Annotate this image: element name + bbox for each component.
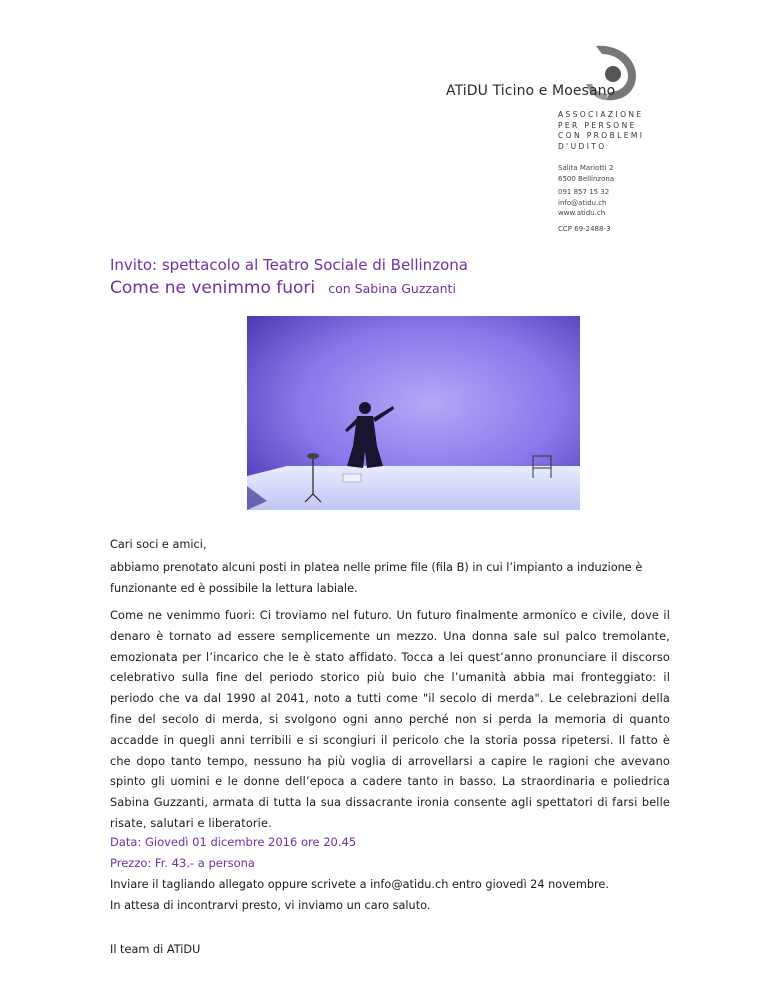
ccp-account xyxy=(558,224,610,235)
ticket-price: Prezzo: Fr. 43.- a persona xyxy=(110,856,255,870)
website: www.atidu.ch xyxy=(558,209,606,217)
show-description: Come ne venimmo fuori: Ci troviamo nel futuro. Un futuro finalmente armonico e civile, dove il denaro è tornato ad essere semplicemente un mezzo. Una donna sale sul palco tremolante, emozionata per l’incarico che le è stato affidato. Tocca a lei quest’anno pronunciare il discorso celebrativo sulla fine del periodo storico più buio che l’umanità abbia mai fronteggiato: il periodo che va dal 1990 al 2041, noto a tutti come "il secolo di merda". Le celebrazioni della fine del secolo di merda, si svolgono ogni anno perché non si perda la memoria di quanto accadde in quegli anni terribili e si scongiuri il pericolo che la storia possa ripetersi. Il fatto è che dopo tanto tempo, nessuno ha più voglia di arrovellarsi a capire le ragioni che avevano spinto gli uomini e le donne dell’epoca a cadere tanto in basso. La straordinaria e poliedrica Sabina Guzzanti, armata di tutta la sua dissacrante ironia consente agli spettatori di farsi belle risate, salutari e liberatorie. xyxy=(110,609,670,830)
address-line: Salita Mariotti 2 xyxy=(558,164,614,172)
ccp-number: CCP 69-2488-3 xyxy=(558,225,611,233)
greeting: Cari soci e amici, xyxy=(110,538,207,551)
address-line: 6500 Bellinzona xyxy=(558,174,615,183)
phone-number: 091 857 15 32 xyxy=(558,188,610,196)
seats-paragraph: abbiamo prenotato alcuni posti in platea nelle prime file (fila B) in cui l’impianto a induzione è funzionante ed è possibile la lettura labiale. xyxy=(110,561,643,595)
booking-instructions: Inviare il tagliando allegato oppure scrivete a info@atidu.ch entro giovedì 24 novembre. xyxy=(110,878,609,891)
stage-photo xyxy=(247,316,580,510)
postal-address xyxy=(558,163,614,184)
show-name: Come ne venimmo fuori xyxy=(110,278,316,298)
show-performer: con Sabina Guzzanti xyxy=(328,281,456,296)
tagline-line: ASSOCIAZIONE xyxy=(558,110,644,119)
contact-info xyxy=(558,187,609,219)
tagline-line: D'UDITO xyxy=(558,141,607,151)
invitation-title: Invito: spettacolo al Teatro Sociale di Bellinzona xyxy=(110,256,468,274)
tagline-line: PER PERSONE xyxy=(558,120,637,130)
signature: Il team di ATiDU xyxy=(110,943,201,956)
event-date: Data: Giovedì 01 dicembre 2016 ore 20.45 xyxy=(110,835,357,849)
email-address: info@atidu.ch xyxy=(558,198,607,207)
closing-line: In attesa di incontrarvi presto, vi inviamo un caro saluto. xyxy=(110,899,431,912)
tagline-line: CON PROBLEMI xyxy=(558,131,645,140)
org-tagline xyxy=(558,110,644,152)
org-name: ATiDU Ticino e Moesano xyxy=(446,83,616,99)
show-title xyxy=(110,278,456,298)
